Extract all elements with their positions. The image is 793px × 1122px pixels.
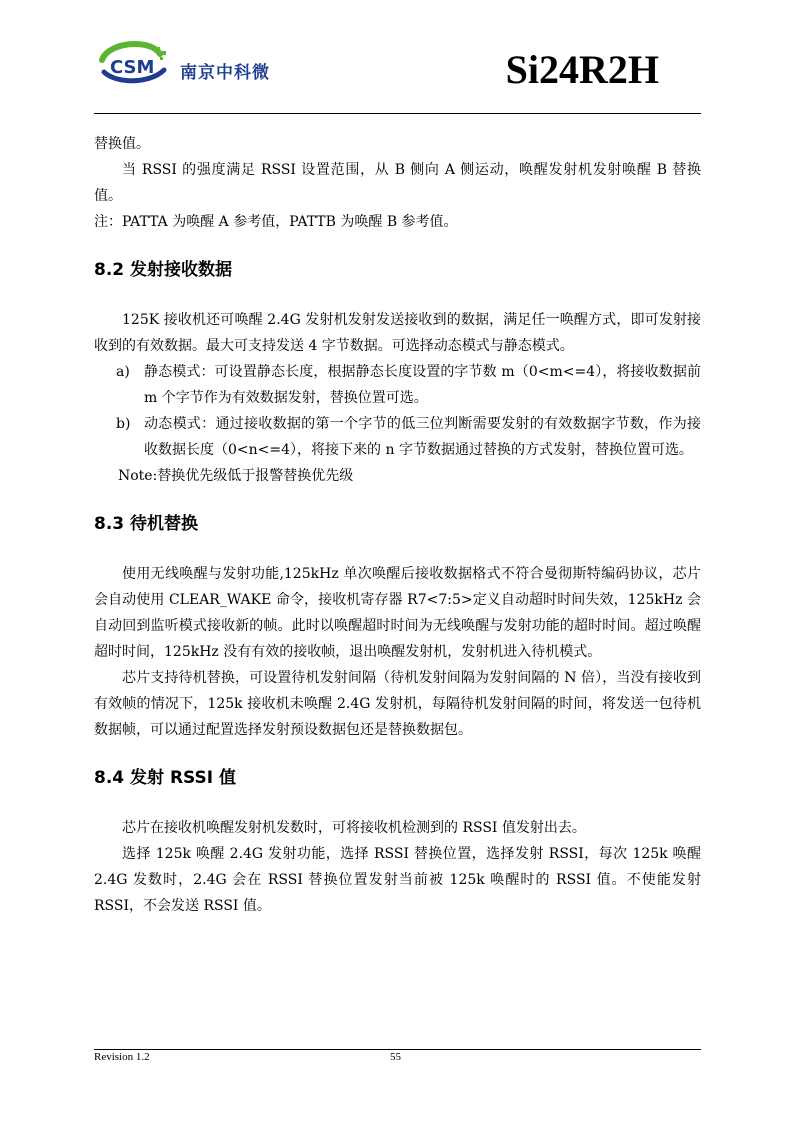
section-heading-8-2: 8.2 发射接收数据 xyxy=(94,260,233,280)
section-heading-8-3: 8.3 待机替换 xyxy=(94,514,199,534)
paragraph: 选择 125k 唤醒 2.4G 发射功能，选择 RSSI 替换位置，选择发射 RSSI，每次 125k 唤醒 2.4G 发数时，2.4G 会在 RSSI 替换位置发射当前被 125k 唤醒时的 RSSI 值。不使能发射 RSSI，不会发送 RSSI 值。 xyxy=(94,846,701,914)
paragraph: 125K 接收机还可唤醒 2.4G 发射机发射发送接收到的数据，满足任一唤醒方式，即可发射接收到的有效数据。最大可支持发送 4 字节数据。可选择动态模式与静态模式。 xyxy=(94,312,701,354)
list-item-label: b) xyxy=(116,416,131,432)
paragraph: 芯片在接收机唤醒发射机发数时，可将接收机检测到的 RSSI 值发射出去。 xyxy=(122,820,586,836)
csm-logo xyxy=(94,38,314,88)
paragraph: 当 RSSI 的强度满足 RSSI 设置范围，从 B 侧向 A 侧运动，唤醒发射机发射唤醒 B 替换值。 xyxy=(94,162,701,204)
footer-rule xyxy=(94,1049,701,1050)
note-paragraph: 注：PATTA 为唤醒 A 参考值，PATTB 为唤醒 B 参考值。 xyxy=(94,214,458,230)
list-item-text: 动态模式：通过接收数据的第一个字节的低三位判断需要发射的有效数据字节数，作为接收数据长度（0<n<=4），将接下来的 n 字节数据通过替换的方式发射，替换位置可选。 xyxy=(144,416,701,458)
list-item xyxy=(94,411,701,463)
note-text: Note:替换优先级低于报警替换优先级 xyxy=(118,468,354,484)
paragraph: 替换值。 xyxy=(94,136,150,152)
page-content xyxy=(94,131,701,919)
list-item-label: a) xyxy=(116,364,130,380)
section-heading-8-4: 8.4 发射 RSSI 值 xyxy=(94,768,237,788)
page-number: 55 xyxy=(390,1051,401,1063)
company-name: 南京中科微 xyxy=(180,63,270,83)
logo-text: CSM xyxy=(110,57,155,78)
csm-logo-icon xyxy=(94,38,178,88)
revision-label: Revision 1.2 xyxy=(94,1051,150,1063)
paragraph: 芯片支持待机替换，可设置待机发射间隔（待机发射间隔为发射间隔的 N 倍），当没有接收到有效帧的情况下，125k 接收机未唤醒 2.4G 发射机，每隔待机发射间隔的时间，将发送一包待机数据帧，可以通过配置选择发射预设数据包还是替换数据包。 xyxy=(94,670,701,738)
page-header xyxy=(94,30,701,114)
list-item xyxy=(94,359,701,411)
paragraph: 使用无线唤醒与发射功能,125kHz 单次唤醒后接收数据格式不符合曼彻斯特编码协议，芯片会自动使用 CLEAR_WAKE 命令，接收机寄存器 R7<7:5>定义自动超时时间失效，125kHz 会自动回到监听模式接收新的帧。此时以唤醒超时时间为无线唤醒与发射功能的超时时间。超过唤醒超时时间，125kHz 没有有效的接收帧，退出唤醒发射机，发射机进入待机模式。 xyxy=(94,566,701,660)
list-item-text: 静态模式：可设置静态长度，根据静态长度设置的字节数 m（0<m<=4），将接收数据前 m 个字节作为有效数据发射，替换位置可选。 xyxy=(144,364,701,406)
model-number: Si24R2H xyxy=(505,47,659,92)
header-rule xyxy=(94,113,701,114)
